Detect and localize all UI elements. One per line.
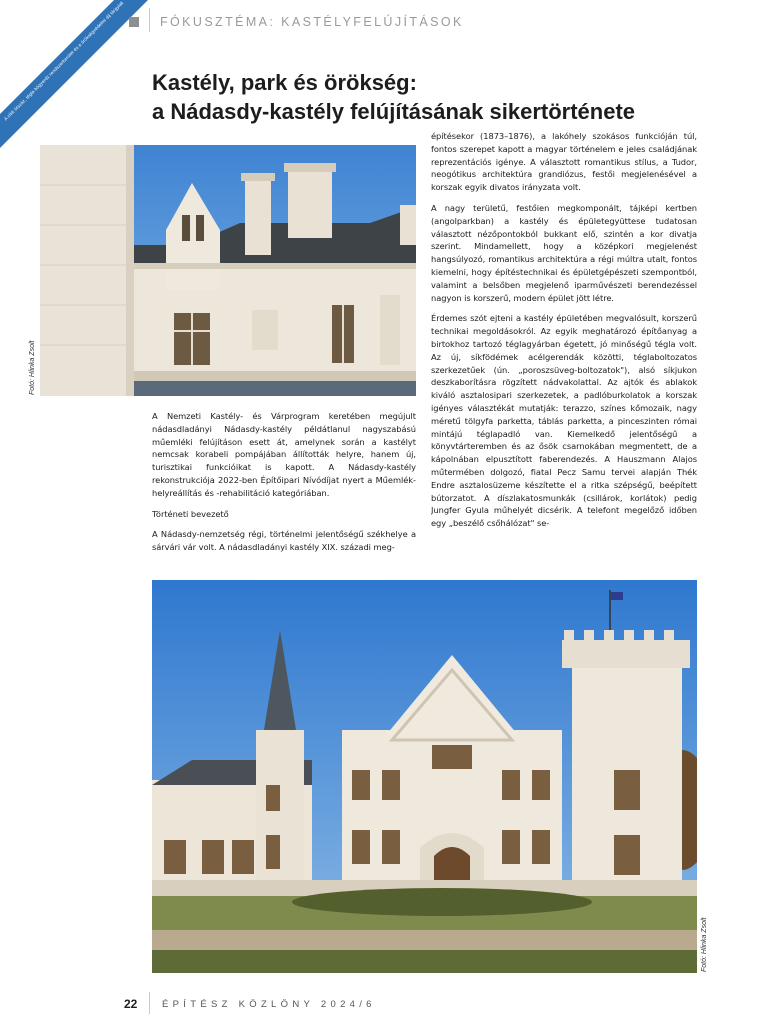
paragraph-3: Érdemes szót ejteni a kastély épületében megvalósult, korszerű technikai megoldásokról. Az egyik meghatározó építőanyag a birtokhoz tartozó téglagyárban égetett, jó minőségű tégla volt. Az új, síkfödémek acélgerendák közötti, téglaboltozatos szerkezetűek (ún. „poroszsüveg-boltozatok"), alsó síkjukon deszkaborításra rögzített nádvakolattal. Az ajtók és ablakok kiváló asztalosipari szerkezetek, a padlóburkolatok a korszak igényes választékát mutatják: terazzo, színes kőmozaik, nagy méretű tölgyfa parketta, táblás parketta, a pinceszinten római mintájú téglapadló van. Kiemelkedő jelentőségű a könyvtárteremben és az ősök csarnokában megmentett, de a kápolnában elpusztított faberendezés. A Hauszmann Alajos műtermében dolgozó, fiatal Pecz Samu tervei alapján Thék Endre asztalosüzeme készítette el a ritka szépségű, beépített bútorzatot. A díszlakatosmunkák (csillárok, korlátok) pedig Jungfer Gyula műhelyét dicsérik. A telefont megelőző időben egy „beszélő csőhálózat" se-: [431, 313, 697, 529]
castle-facade-photo: [152, 580, 697, 973]
photo-credit-2: Fotó: Hlinka Zsolt: [701, 917, 708, 972]
corner-ribbon-text: A cikk ötszáz, tégla bögyerdz rendszerkerület és a örökségvédelmi díj tárgyiak: [3, 0, 125, 122]
article-left-column: [152, 410, 416, 572]
section-title: FÓKUSZTÉMA: KASTÉLYFELÚJÍTÁSOK: [160, 15, 464, 29]
header-divider: [149, 8, 150, 32]
corner-ribbon: [0, 0, 164, 161]
page-number: 22: [124, 997, 138, 1011]
article-right-column: [431, 130, 697, 570]
article-title-line2: a Nádasdy-kastély felújításának sikertörténete: [152, 99, 636, 124]
article-intro: A Nemzeti Kastély- és Várprogram keretében megújult nádasdladányi Nádasdy-kastély példátlanul nagyszabású műemléki felújításon esett át, amelynek során a kastélyt nemcsak korabeli pompájában állították helyre, hanem új, turisztikai funkcióikat is kapott. A Nádasdy-kastély rekonstrukciója 2022-ben Építőipari Nívódíjat nyert a Műemlék-helyreállítás és -rehabilitáció kategóriában.: [152, 411, 416, 498]
castle-detail-photo: [40, 145, 416, 396]
article-title: [152, 68, 712, 126]
article-title-line1: Kastély, park és örökség:: [152, 70, 417, 95]
paragraph-2: A nagy területű, festőien megkomponált, tájképi kertben (angolparkban) a kastély és épületegyüttese tudatosan választott nézőpontokból bukkant elő, szintén a kor divatja szerint. Mindamellett, hogy a középkori megjelenést hangsúlyozó, romantikus architektúra a régi múltra utalt, fontos kiemelni, hogy építéstechnikai és épületgépészeti szempontból, valamint a belsőben megjelenő iparművészeti berendezéssel nagyon is korszerű, modern épület jött létre.: [431, 202, 697, 303]
photo-credit-1: Fotó: Hlinka Zsolt: [29, 340, 36, 395]
history-paragraph: A Nádasdy-nemzetség régi, történelmi jelentőségű székhelye a sárvári vár volt. A nádasdladányi kastély XIX. századi meg-: [152, 529, 416, 553]
subheading-history: Történeti bevezető: [152, 508, 229, 519]
magazine-name: ÉPÍTÉSZ KÖZLÖNY 2024/6: [162, 999, 376, 1010]
paragraph-1: építésekor (1873–1876), a lakóhely szokásos funkcióján túl, fontos szerepet kapott a magyar történelem e jeles családjának reprezentációs igénye. A választott romantikus stílus, a Tudor, neogótikus architektúra grandiózus, festői megjelenésével a korszak egyik divatos irányzata volt.: [431, 131, 697, 193]
section-marker: [129, 17, 139, 27]
footer-divider: [149, 992, 150, 1014]
